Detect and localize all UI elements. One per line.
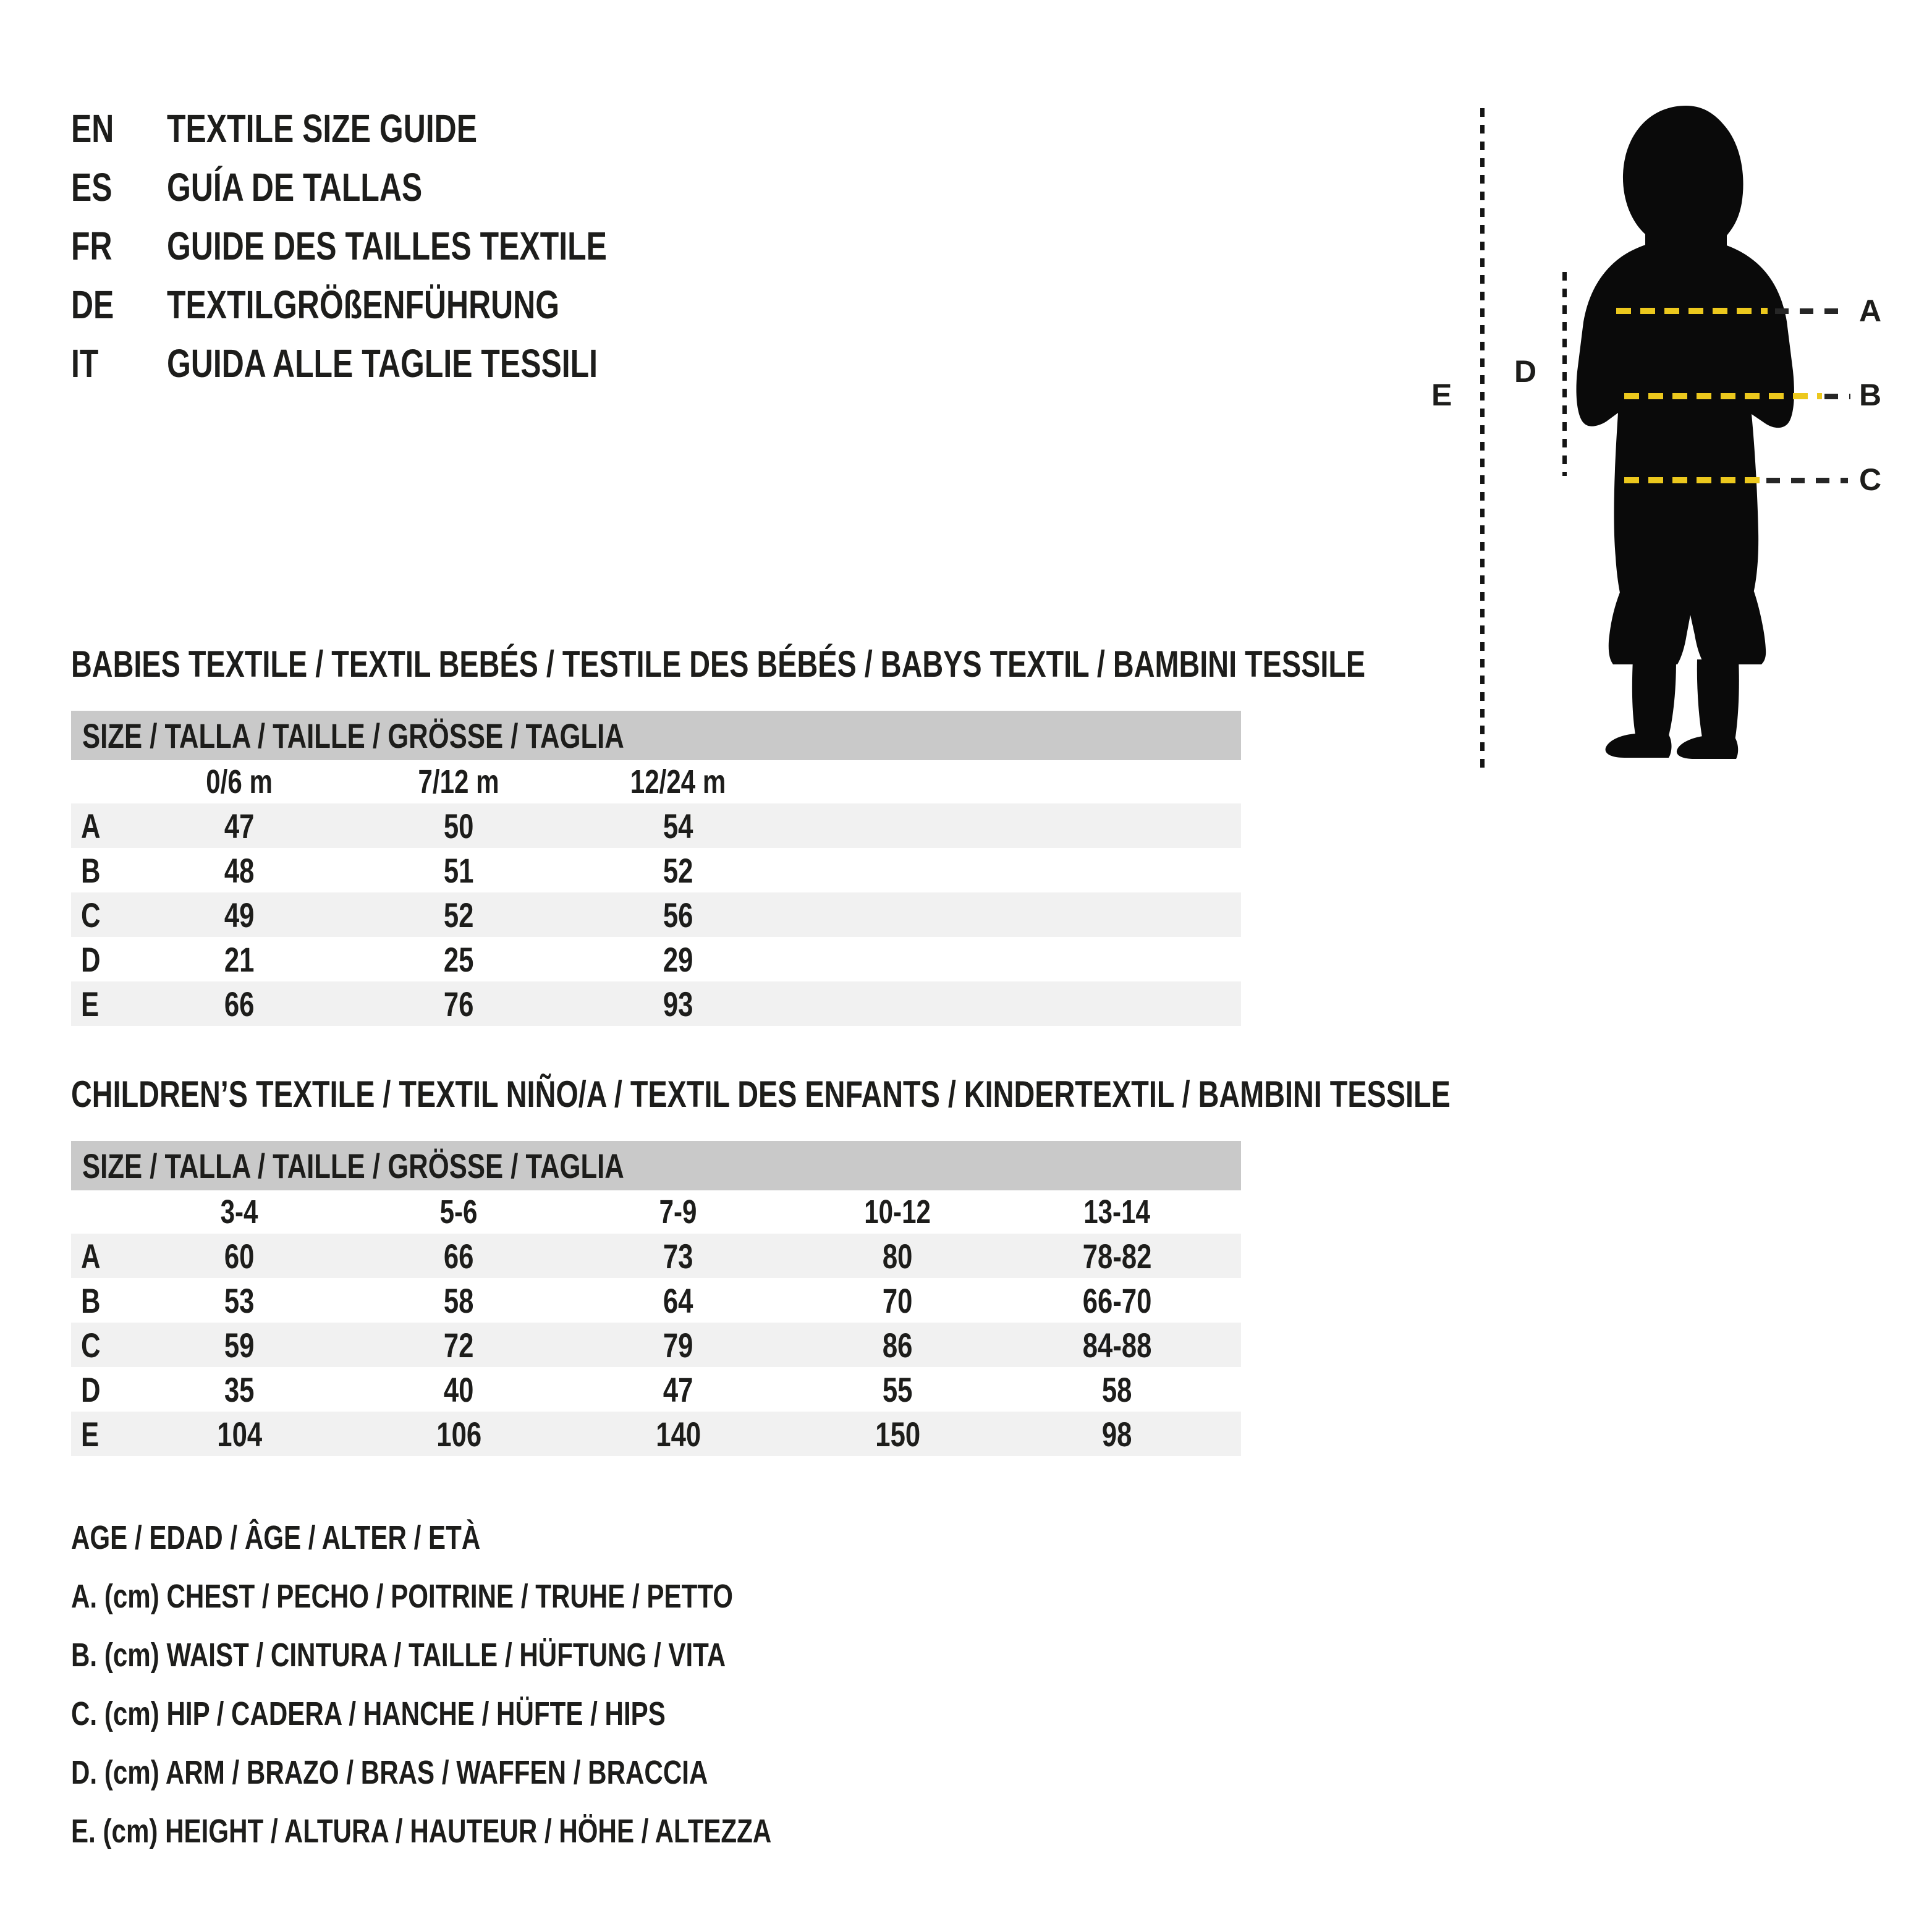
table-cell: 78-82 [1082,1236,1152,1276]
measure-label-d: D [1514,354,1537,389]
table-cell: 150 [875,1414,920,1454]
table-row [71,1367,1241,1412]
language-title: GUIDA ALLE TAGLIE TESSILI [167,341,598,386]
table-row [71,1234,1241,1278]
row-label: A [81,1236,101,1276]
row-label: B [81,850,101,890]
column-header: 13-14 [1083,1193,1151,1231]
chest-measure-line-A-dark [1775,308,1848,314]
row-label: D [81,939,101,979]
table-cell: 66-70 [1082,1281,1152,1320]
table-cell: 49 [224,895,255,934]
table-row [71,937,1241,981]
language-row-es [71,158,494,216]
row-label: E [81,984,100,1023]
table-cell: 55 [883,1370,913,1409]
table-cell: 73 [663,1236,693,1276]
hip-measure-line-C-dark [1766,478,1848,483]
column-header: 7-9 [659,1193,697,1231]
language-code: DE [71,282,114,327]
table-row [71,1323,1241,1367]
table-cell: 52 [444,895,474,934]
chest-measure-line-A-yellow [1616,308,1768,314]
table-cell: 76 [444,984,474,1023]
table-cell: 59 [224,1325,255,1365]
row-label: C [81,895,101,934]
row-label: C [81,1325,101,1365]
table-cell: 106 [436,1414,481,1454]
table-cell: 54 [663,806,693,845]
column-header: 3-4 [221,1193,258,1231]
language-title: GUIDE DES TAILLES TEXTILE [167,223,607,268]
language-title: TEXTILE SIZE GUIDE [167,106,478,151]
table-cell: 140 [656,1414,701,1454]
legend-waist-line: B. (cm) WAIST / CINTURA / TAILLE / HÜFTUNG / VITA [71,1636,726,1674]
table-row [71,1278,1241,1323]
language-code: FR [71,223,112,268]
table-cell: 79 [663,1325,693,1365]
table-cell: 51 [444,850,474,890]
legend-age-line: AGE / EDAD / ÂGE / ALTER / ETÀ [71,1519,481,1556]
table-cell: 66 [224,984,255,1023]
language-row-it [71,334,719,392]
column-header: 7/12 m [418,763,500,800]
babies-size-header-bar: SIZE / TALLA / TAILLE / GRÖSSE / TAGLIA [71,711,1241,760]
legend-arm-line: D. (cm) ARM / BRAZO / BRAS / WAFFEN / BRACCIA [71,1753,708,1791]
language-title: GUÍA DE TALLAS [167,164,423,210]
children-size-header-bar: SIZE / TALLA / TAILLE / GRÖSSE / TAGLIA [71,1141,1241,1190]
language-row-en [71,99,565,158]
table-row [71,1412,1241,1456]
table-cell: 21 [224,939,255,979]
table-cell: 29 [663,939,693,979]
children-size-table [71,1141,1241,1456]
table-cell: 104 [217,1414,262,1454]
language-code: ES [71,164,112,210]
table-cell: 60 [224,1236,255,1276]
arm-measure-line-D [1562,272,1567,476]
hip-measure-line-C-yellow [1624,477,1760,483]
table-cell: 70 [883,1281,913,1320]
table-cell: 72 [444,1325,474,1365]
table-cell: 66 [444,1236,474,1276]
column-header: 10-12 [864,1193,931,1231]
measure-label-a: A [1859,294,1882,328]
language-row-de [71,275,670,334]
babies-column-header-row [71,760,1241,803]
table-cell: 80 [883,1236,913,1276]
table-cell: 47 [224,806,255,845]
table-cell: 58 [444,1281,474,1320]
table-cell: 50 [444,806,474,845]
table-cell: 98 [1102,1414,1132,1454]
babies-size-table [71,711,1241,1026]
measure-label-c: C [1859,462,1882,497]
children-column-header-row [71,1190,1241,1234]
table-cell: 84-88 [1082,1325,1152,1365]
table-row [71,892,1241,937]
table-row [71,803,1241,848]
row-label: D [81,1370,101,1409]
row-label: E [81,1414,100,1454]
table-cell: 93 [663,984,693,1023]
babies-table-body [71,803,1241,1026]
table-cell: 35 [224,1370,255,1409]
column-header: 0/6 m [206,763,273,800]
waist-measure-line-B-yellow [1624,393,1822,399]
legend-height-line: E. (cm) HEIGHT / ALTURA / HAUTEUR / HÖHE / ALTEZZA [71,1812,772,1850]
waist-measure-line-B-dark [1824,394,1850,399]
row-label: A [81,806,101,845]
language-code: IT [71,341,99,386]
language-row-fr [71,216,731,275]
table-cell: 53 [224,1281,255,1320]
legend-hip-line: C. (cm) HIP / CADERA / HANCHE / HÜFTE / HIPS [71,1695,666,1732]
table-cell: 58 [1102,1370,1132,1409]
column-header: 5-6 [440,1193,478,1231]
legend-chest-line: A. (cm) CHEST / PECHO / POITRINE / TRUHE / PETTO [71,1577,734,1615]
table-row [71,848,1241,892]
table-cell: 64 [663,1281,693,1320]
table-cell: 40 [444,1370,474,1409]
measure-label-e: E [1431,378,1452,412]
table-cell: 52 [663,850,693,890]
table-cell: 48 [224,850,255,890]
babies-section-title: BABIES TEXTILE / TEXTIL BEBÉS / TESTILE DES BÉBÉS / BABYS TEXTIL / BAMBINI TESSILE [71,643,1366,685]
table-cell: 86 [883,1325,913,1365]
table-cell: 47 [663,1370,693,1409]
column-header: 12/24 m [630,763,726,800]
children-section-title: CHILDREN’S TEXTILE / TEXTIL NIÑO/A / TEXTIL DES ENFANTS / KINDERTEXTIL / BAMBINI TESSILE [71,1074,1451,1115]
row-label: B [81,1281,101,1320]
table-row [71,981,1241,1026]
table-cell: 56 [663,895,693,934]
table-cell: 25 [444,939,474,979]
children-table-body [71,1234,1241,1456]
measure-label-b: B [1859,378,1882,412]
language-title: TEXTILGRÖßENFÜHRUNG [167,282,560,327]
language-code: EN [71,106,114,151]
